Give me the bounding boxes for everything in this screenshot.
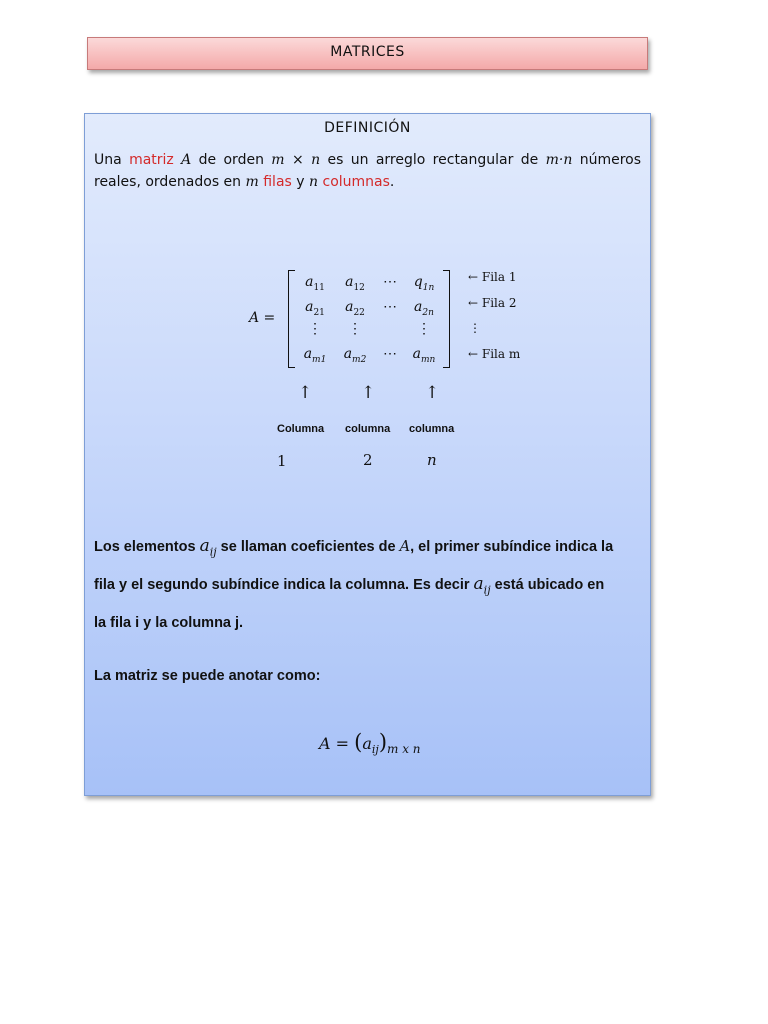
matrix-cell: ⋮ <box>308 321 322 337</box>
up-arrow-icon: ↑ <box>361 383 376 403</box>
matrix-cell: ⋯ <box>383 274 397 290</box>
symbol-aij: $a_{ij}$ <box>473 574 491 597</box>
page-title-banner <box>87 37 648 70</box>
symbol-m: m <box>271 152 285 168</box>
intro-text: . <box>389 174 395 190</box>
symbol-m-dot-n: m·n <box>545 152 573 168</box>
column-number-n: n <box>427 451 437 469</box>
symbol-times: × <box>291 152 304 168</box>
intro-text: Una <box>94 152 130 168</box>
matrix-cell: $a_{m1}$ <box>303 346 327 365</box>
matrix-body <box>295 270 443 366</box>
matrix-cell: $a_{22}$ <box>345 299 365 318</box>
column-label-2: columna <box>345 423 391 435</box>
matrix-cell: ⋯ <box>383 299 397 315</box>
matrix-row <box>295 295 443 320</box>
column-number-1: 1 <box>277 452 287 470</box>
notation-formula: $A = (a_{ij})_{m x n}$ <box>319 730 421 757</box>
matrix-cell: $q_{1n}$ <box>413 274 435 293</box>
row-label-m: ← Fila m <box>468 347 521 361</box>
intro-text: números reales, ordenados en <box>94 152 642 190</box>
matrix-cell <box>375 320 405 342</box>
matrix-lhs: A = <box>249 310 276 326</box>
symbol-aij: $a_{ij}$ <box>199 536 217 559</box>
matrix-row <box>295 320 443 342</box>
column-label-1: Columna <box>277 423 325 435</box>
up-arrow-icon: ↑ <box>298 383 313 403</box>
matrix-cell: $a_{11}$ <box>305 274 325 293</box>
row-label-1: ← Fila 1 <box>468 270 517 284</box>
keyword-matriz: matriz <box>129 152 174 168</box>
intro-text: y <box>291 174 310 190</box>
row-label-2: ← Fila 2 <box>468 296 517 310</box>
symbol-n: n <box>309 174 319 190</box>
symbol-n: n <box>311 152 321 168</box>
page-title: MATRICES <box>330 44 405 60</box>
coefficients-paragraph <box>94 530 641 639</box>
keyword-filas: filas <box>263 174 292 190</box>
coefficients-line-3: la fila i y la columna j. <box>94 614 244 631</box>
notation-label: La matriz se puede anotar como: <box>94 668 321 684</box>
matrix-row <box>295 270 443 295</box>
matrix-cell: ⋮ <box>348 321 362 337</box>
symbol-A: A <box>181 152 192 168</box>
matrix-cell: $a_{m2}$ <box>343 346 367 365</box>
row-label-ellipsis: ⋮ <box>469 321 481 335</box>
intro-text: de orden <box>191 152 272 168</box>
intro-text: es un arreglo rectangular de <box>320 152 546 168</box>
matrix-cell: $a_{21}$ <box>305 299 325 318</box>
coefficients-line-2: fila y el segundo subíndice indica la columna. Es decir $a_{ij}$ está ubicado en <box>94 574 605 597</box>
matrix-cell: $a_{mn}$ <box>412 346 436 365</box>
matrix-cell: ⋯ <box>383 346 397 362</box>
definition-box <box>84 113 651 796</box>
up-arrow-icon: ↑ <box>425 383 440 403</box>
matrix-left-bracket <box>288 270 295 368</box>
matrix-row <box>295 342 443 366</box>
column-label-n: columna <box>409 423 455 435</box>
matrix-cell: $a_{12}$ <box>345 274 365 293</box>
matrix-cell: $a_{2n}$ <box>414 299 434 318</box>
matrix-cell: ⋮ <box>417 321 431 337</box>
coefficients-line-1: Los elementos $a_{ij}$ se llaman coeficientes de A, el primer subíndice indica la <box>94 536 614 559</box>
symbol-m: m <box>245 174 259 190</box>
definition-title: DEFINICIÓN <box>324 120 411 136</box>
keyword-columnas: columnas <box>322 174 390 190</box>
definition-intro <box>94 149 641 193</box>
matrix-right-bracket <box>443 270 450 368</box>
column-number-2: 2 <box>363 451 373 469</box>
